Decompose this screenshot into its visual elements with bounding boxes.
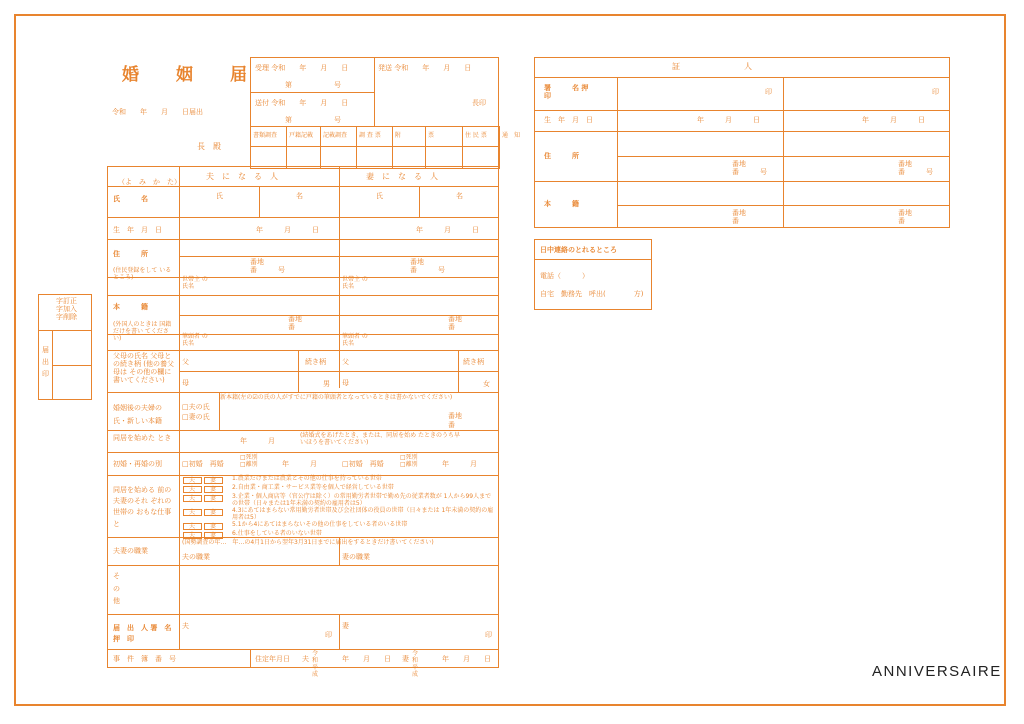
witness1-seal: 印 (765, 88, 772, 96)
honseki-label: 本 籍 (113, 303, 148, 311)
wife-header: 妻 に な る 人 (366, 172, 438, 181)
w1-hon-ban: 番 (732, 217, 739, 225)
occ-check-2-1[interactable]: 妻 (204, 495, 223, 502)
contact-title: 日中連絡のとれるところ (540, 246, 617, 254)
new-banchi: 番地 (448, 412, 462, 420)
w-signer: 妻 (342, 622, 349, 630)
filing-seal-label: 届 出 印 (42, 346, 49, 378)
h-relation: 続き柄 (305, 358, 326, 366)
witness-sign-label: 署 名 押 印 (544, 84, 610, 101)
case-no-label: 事 件 簿 番 号 (113, 655, 176, 663)
h-job: 夫の職業 (182, 553, 210, 561)
h-birth: 年 月 日 (256, 226, 319, 234)
housing-h-date: 年 月 日 (342, 655, 391, 663)
w-first-re-date: 年 月 (442, 460, 477, 468)
receipt-date: 受理 令和 年 月 日 (255, 64, 349, 72)
witness-title: 証 人 (672, 62, 752, 71)
h-hon-banchi: 番地 (288, 315, 302, 323)
w1-bango: 番 号 (732, 168, 767, 176)
filing-date: 令和 年 月 日届出 (112, 108, 203, 116)
w2-bango: 番 号 (898, 168, 933, 176)
housing-w-era: 令和 平成 (412, 650, 419, 678)
birth-label: 生 年 月 日 (113, 226, 162, 234)
h-householder: 世帯主 の氏名 (182, 276, 208, 290)
w-given-label: 名 (456, 192, 463, 200)
w-first-re[interactable]: □初婚 再婚 (342, 460, 384, 468)
h-son: 男 (323, 380, 330, 388)
h-mother: 母 (182, 379, 189, 387)
honseki-note: (外国人のときは 国籍だけを書い てください) (113, 321, 172, 342)
occ-item-5: 6.仕事をしている者のいない世帯 (232, 530, 322, 537)
h-first-re[interactable]: □初婚 再婚 (182, 460, 224, 468)
cohabit-label: 同居を始めた とき (113, 434, 172, 442)
h-seal: 印 (325, 631, 332, 639)
w-relation: 続き柄 (463, 358, 484, 366)
h-head: 筆頭者 の氏名 (182, 333, 208, 347)
reading-label: （よ み か た） (118, 178, 181, 186)
chief-seal: 長印 (472, 99, 486, 107)
husband-header: 夫 に な る 人 (206, 172, 278, 181)
send-date: 発送 令和 年 月 日 (378, 64, 472, 72)
occ-item-0: 1.農業だけまたは農業とその他の仕事を持っている世帯 (232, 475, 382, 482)
h-given-label: 名 (296, 192, 303, 200)
office-col-6: 住 民 票 (465, 132, 487, 139)
forward-no: 第 号 (285, 116, 341, 124)
addressee: 長 殿 (197, 142, 221, 151)
w-hon-ban: 番 (448, 323, 455, 331)
w1-hon-banchi: 番地 (732, 209, 746, 217)
h-father: 父 (182, 358, 189, 366)
other-label: そ の 他 (113, 572, 120, 606)
cohabit-date: 年 月 (240, 437, 275, 445)
occ-check-3-0[interactable]: 夫 (183, 509, 202, 516)
h-hon-ban: 番 (288, 323, 295, 331)
forward-date: 送付 令和 年 月 日 (255, 99, 349, 107)
occ-check-5-1[interactable]: 妻 (204, 532, 223, 539)
census-note: (国勢調査の年… 年…の4月1日から翌年3月31日までに届出をするときだけ書いてください) (182, 539, 434, 546)
h-bango: 番 号 (250, 266, 285, 274)
housing-h-era: 令和 平成 (312, 650, 319, 678)
w2-hon-banchi: 番地 (898, 209, 912, 217)
cohabit-note: (結婚式をあげたとき、または、同居を始め たときのうち早いほうを書いてください) (300, 432, 461, 446)
signer-label: 届 出 人 署 名 押 印 (113, 624, 179, 644)
w2-banchi: 番地 (898, 160, 912, 168)
occ-check-0-1[interactable]: 妻 (204, 477, 223, 484)
office-col-2: 記載調査 (323, 132, 348, 139)
h-death-div[interactable]: □死別 □離別 (240, 454, 258, 468)
office-col-1: 戸籍記載 (289, 132, 314, 139)
housing-label: 住定年月日 (255, 655, 290, 663)
witness1-birth: 年 月 日 (697, 116, 760, 124)
h-first-re-date: 年 月 (282, 460, 317, 468)
w-mother: 母 (342, 379, 349, 387)
correction-labels: 字訂正 字加入 字削除 (56, 297, 77, 322)
address-note: (住民登録をして いるところ) (113, 267, 172, 281)
w-surname-label: 氏 (376, 192, 383, 200)
h-surname-label: 氏 (216, 192, 223, 200)
w-bango: 番 号 (410, 266, 445, 274)
w-father: 父 (342, 358, 349, 366)
office-col-3: 調 査 票 (359, 132, 381, 139)
h-banchi: 番地 (250, 258, 264, 266)
name-label: 氏 名 (113, 195, 148, 203)
opt-husband[interactable]: □夫の氏 (182, 403, 210, 411)
occ-item-1: 2.自由業・商工業・サービス業等を個人で経営している世帯 (232, 484, 394, 491)
w-birth: 年 月 日 (416, 226, 479, 234)
w-head: 筆頭者 の氏名 (342, 333, 368, 347)
witness2-seal: 印 (932, 88, 939, 96)
new-honseki: 新本籍(左の☑の氏の人がすでに戸籍の筆頭者となっているときは書かないでください) (220, 394, 453, 401)
office-col-4: 附 (395, 132, 402, 139)
h-signer: 夫 (182, 622, 189, 630)
contact-home: 自宅 勤務先 呼出( 方) (540, 290, 644, 298)
w2-hon-ban: 番 (898, 217, 905, 225)
housing-w-date: 年 月 日 (442, 655, 491, 663)
first-re-label: 初婚・再婚の別 (113, 460, 162, 468)
witness-birth-label: 生 年 月 日 (544, 116, 593, 124)
w-householder: 世帯主 の氏名 (342, 276, 368, 290)
w-seal: 印 (485, 631, 492, 639)
witness2-birth: 年 月 日 (862, 116, 925, 124)
office-col-5: 票 (428, 132, 435, 139)
witness-honseki-label: 本 籍 (544, 200, 579, 208)
housing-h: 夫 (302, 655, 309, 663)
occ-item-4: 5.1から4にあてはまらないその他の仕事をしている者のいる世帯 (232, 521, 408, 528)
occ-check-5-0[interactable]: 夫 (183, 532, 202, 539)
occ-item-3: 4.3にあてはまらない常用勤労者世帯及び会社団体の役員の世帯（日々または 1年未満の契約の雇用者は5） (232, 507, 494, 521)
new-family-label: 婚姻後の夫婦の 氏・新しい本籍 (113, 404, 162, 425)
occupation-label: 同居を始める 前の夫妻のそれ ぞれの世帯の おもな仕事と (113, 486, 172, 528)
job-label: 夫妻の職業 (113, 547, 148, 555)
w-daughter: 女 (483, 380, 490, 388)
new-ban: 番 (448, 421, 455, 429)
occ-item-2: 3.企業・個人商店等（官公庁は除く）の常用勤労者世帯で勤め先の従業者数が 1人から99人までの世帯（日々または1年未満の契約の雇用者は5） (232, 493, 492, 507)
w-banchi: 番地 (410, 258, 424, 266)
occ-check-0-0[interactable]: 夫 (183, 477, 202, 484)
housing-w: 妻 (402, 655, 409, 663)
brand-logo: ANNIVERSAIRE (872, 663, 1002, 680)
opt-wife[interactable]: □妻の氏 (182, 413, 210, 421)
occ-check-2-0[interactable]: 夫 (183, 495, 202, 502)
form-title: 婚 姻 届 (122, 65, 257, 85)
office-col-0: 書類調査 (253, 132, 278, 139)
receipt-no: 第 号 (285, 81, 341, 89)
parents-label: 父母の氏名 父母との続き柄 (他の養父母は その他の欄に 書いてください) (113, 352, 174, 385)
w-death-div[interactable]: □死別 □離別 (400, 454, 418, 468)
witness-address-label: 住 所 (544, 152, 579, 160)
w-hon-banchi: 番地 (448, 315, 462, 323)
occ-check-1-1[interactable]: 妻 (204, 486, 223, 493)
w-job: 妻の職業 (342, 553, 370, 561)
address-label: 住 所 (113, 250, 148, 258)
office-col-7: 通 知 (502, 132, 521, 139)
occ-check-1-0[interactable]: 夫 (183, 486, 202, 493)
contact-phone: 電話（ ） (540, 272, 589, 280)
occ-check-4-0[interactable]: 夫 (183, 523, 202, 530)
occ-check-4-1[interactable]: 妻 (204, 523, 223, 530)
witness-box (534, 57, 950, 228)
w1-banchi: 番地 (732, 160, 746, 168)
occ-check-3-1[interactable]: 妻 (204, 509, 223, 516)
